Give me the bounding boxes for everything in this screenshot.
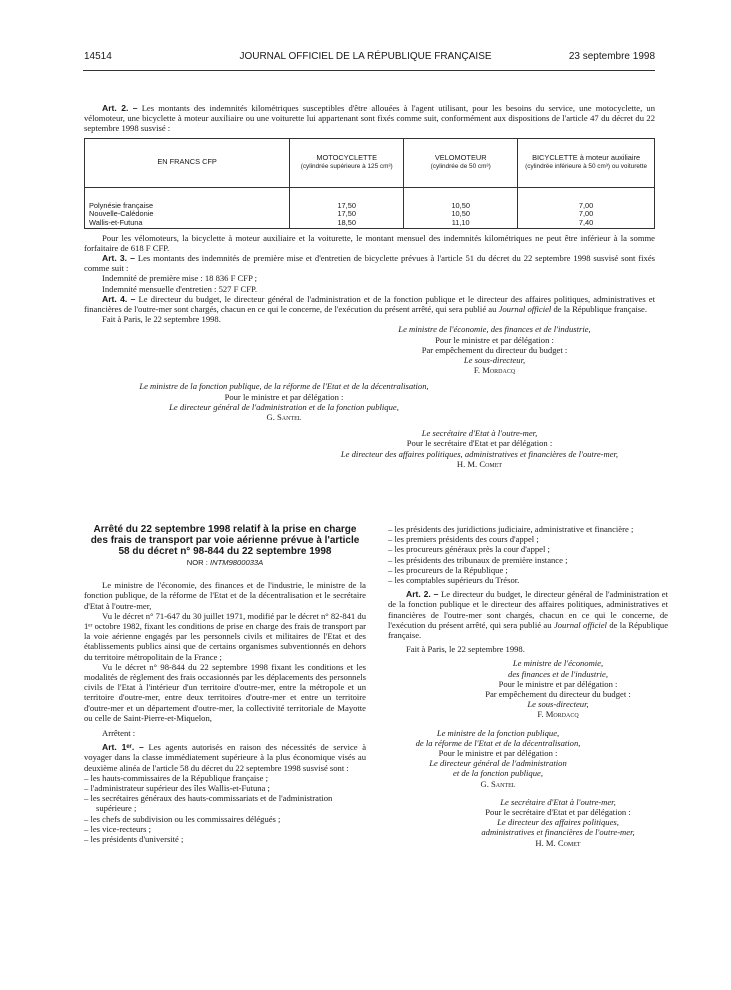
signatory-name: H. M. Comet (535, 837, 581, 848)
cell-value: 18,50 (337, 218, 356, 228)
list-item: – les vice-recteurs ; (84, 824, 366, 834)
art3-line2: Indemnité mensuelle d'entretien : 527 F CFP. (102, 283, 258, 294)
decree-title: Arrêté du 22 septembre 1998 relatif à la prise en charge des frais de transport par voie aérienne prévue à l'article 58 du décret n° 98-844 du 22 septembre 1998 (90, 524, 360, 557)
list-item: – les présidents des tribunaux de première instance ; (388, 555, 668, 565)
list-item: – les comptables supérieurs du Trésor. (388, 575, 668, 585)
list-item: – les hauts-commissaires de la République française ; (84, 773, 366, 783)
eligible-list-left (84, 773, 366, 844)
col-header-moto: MOTOCYCLETTE (cylindrée supérieure à 125 cm³) (290, 138, 404, 187)
list-item: – les procureurs de la République ; (388, 565, 668, 575)
list-item: – les secrétaires généraux des hauts-commissariats et de l'administration supérieure ; (84, 793, 366, 813)
header-rule (83, 70, 655, 71)
list-item: – les chefs de subdivision ou les commissaires délégués ; (84, 814, 366, 824)
signature-fonction: Le ministre de la fonction publique, de la réforme de l'Etat et de la décentralisation, Pour le ministre et par délégation : Le directeur général de l'administration et de la fonction publique, G. Santel (84, 381, 484, 422)
list-item: – les procureurs généraux près la cour d'appel ; (388, 544, 668, 554)
list-item: – les présidents des juridictions judiciaire, administrative et financière ; (388, 524, 668, 534)
row-label: Polynésie française (89, 200, 154, 210)
cell-value: 11,10 (451, 218, 470, 228)
signatory-name: F. Mordacq (537, 709, 579, 720)
table-header-row (85, 138, 655, 187)
row-label: Wallis-et-Futuna (89, 218, 143, 228)
signature-fonction-second: Le ministre de la fonction publique, de la réforme de l'Etat et de la décentralisation, Pour le ministre et par délégation : Le directeur général de l'administration et de la fonction publique, G. Santel (388, 728, 608, 789)
velomoteur-note: Pour les vélomoteurs, la bicyclette à moteur auxiliaire et la voiturette, le montant mensuel des indemnités kilométriques ne peut être inférieur à la somme forfaitaire de 618 F CFP. (84, 232, 655, 253)
art1-paragraph: Art. 1ᵉʳ. – Les agents autorisés en raison des nécessités de service à voyager dans la classe immédiatement supérieure à la plus économique visés au deuxième alinéa de l'article 58 du décret du 22 septembre 1998 susvisé sont : (84, 742, 367, 773)
list-item: – les premiers présidents des cours d'appel ; (388, 534, 668, 544)
nor-line: NOR : INTM9800033A (186, 558, 264, 567)
velo-values (404, 187, 518, 228)
signature-economie: Le ministre de l'économie, des finances et de l'industrie, Pour le ministre et par délégation : Par empêchement du directeur du budget : Le sous-directeur, F. Mordacq (334, 324, 655, 375)
first-decree (84, 103, 655, 469)
signatory-name: F. Mordacq (473, 365, 516, 376)
col-header-bicy: BICYCLETTE à moteur auxiliaire (cylindrée inférieure à 50 cm³) ou voiturette (518, 138, 655, 187)
done-at-second: Fait à Paris, le 22 septembre 1998. (406, 644, 525, 655)
journal-title: JOURNAL OFFICIEL DE LA RÉPUBLIQUE FRANÇAISE (239, 51, 492, 62)
eligible-list-right (388, 524, 668, 585)
signature-outremer-second: Le secrétaire d'Etat à l'outre-mer, Pour le secrétaire d'Etat et par délégation : Le directeur des affaires politiques, administratives et financières de l'outre-mer, H. M. Comet (448, 797, 668, 848)
cell-value: 17,50 (337, 200, 356, 210)
rates-table (84, 138, 655, 229)
row-label: Nouvelle-Calédonie (89, 209, 154, 219)
moto-values (290, 187, 404, 228)
page-number: 14514 (84, 51, 112, 62)
intro: Le ministre de l'économie, des finances et de l'industrie, le ministre de la fonction publique, de la réforme de l'Etat et de la décentralisation et le secrétaire d'Etat à l'outre-mer, (84, 580, 366, 611)
second-decree-left-column (84, 524, 366, 844)
art3-line1: Indemnité de première mise : 18 836 F CFP ; (102, 273, 258, 284)
col-header-currency: EN FRANCS CFP (85, 138, 290, 187)
signatory-name: G. Santel (266, 412, 302, 423)
signature-economie-second: Le ministre de l'économie, des finances et de l'industrie, Pour le ministre et par délégation : Par empêchement du directeur du budget : Le sous-directeur, F. Mordacq (448, 658, 668, 719)
art2-paragraph: Art. 2. – Les montants des indemnités kilométriques susceptibles d'être allouées à l'agent utilisant, pour les besoins du service, une motocyclette, un vélomoteur, une bicyclette à moteur auxiliaire ou une voiturette lui appartenant sont fixés comme suit, conformément aux dispositions de l'article 47 du décret du 22 septembre 1998 susvisé : (84, 103, 655, 134)
art4-paragraph: Art. 4. – Le directeur du budget, le directeur général de l'administration et de la fonction publique et le directeur des affaires politiques, administratives et financières de l'outre-mer sont chargés, chacun en ce qui le concerne, de l'exécution du présent arrêté, qui sera publié au Journal officiel de la République française. (84, 293, 655, 315)
arretent: Arrêtent : (102, 728, 136, 739)
signatory-name: G. Santel (480, 778, 516, 789)
cell-value: 10,50 (451, 209, 470, 219)
list-item: – les présidents d'université ; (84, 834, 366, 844)
cell-value: 10,50 (451, 200, 470, 210)
bicy-values (518, 187, 655, 228)
art3-paragraph: Art. 3. – Les montants des indemnités de première mise et d'entretien de bicyclette prévues à l'article 51 du décret du 22 septembre 1998 susvisé sont fixés comme suit : (84, 253, 655, 274)
cell-value: 7,40 (578, 218, 594, 228)
signature-outremer: Le secrétaire d'Etat à l'outre-mer, Pour le secrétaire d'Etat et par délégation : Le directeur des affaires politiques, administratives et financières de l'outre-mer, H. M. Comet (304, 428, 655, 469)
cell-value: 7,00 (578, 209, 594, 219)
list-item: – l'administrateur supérieur des îles Wallis-et-Futuna ; (84, 783, 366, 793)
table-row (85, 187, 655, 228)
art2-second-paragraph: Art. 2. – Le directeur du budget, le directeur général de l'administration et de la fonction publique et le directeur des affaires politiques, administratives et financières de l'outre-mer sont chargés, chacun en ce qui le concerne, de l'exécution du présent arrêté, qui sera publié au Journal officiel de la République française. (388, 589, 669, 641)
cell-value: 17,50 (337, 209, 356, 219)
vu-2: Vu le décret n° 98-844 du 22 septembre 1998 fixant les conditions et les modalités de règlement des frais occasionnés par les déplacements des personnels civils de l'Etat à l'intérieur d'un territoire d'outre-mer, entre la métropole et un territoire d'outre-mer, entre deux territoires d'outre-mer et entre un territoire d'outre-mer et un département d'outre-mer, la collectivité territoriale de Mayotte ou celle de Saint-Pierre-et-Miquelon, (84, 661, 366, 723)
second-decree-right-column (388, 524, 668, 848)
page-date: 23 septembre 1998 (568, 51, 655, 62)
signatory-name: H. M. Comet (456, 458, 503, 469)
row-labels (85, 187, 290, 228)
cell-value: 7,00 (578, 200, 594, 210)
vu-1: Vu le décret n° 71-647 du 30 juillet 1971, modifié par le décret n° 82-841 du 1ᵉʳ octobre 1982, fixant les conditions de prise en charge des frais de transport par la voie aérienne engagés par les personnels civils et militaires de l'Etat et des établissements publics ainsi que de certains organismes subventionnés en dehors du territoire métropolitain de la France ; (84, 610, 366, 662)
done-at: Fait à Paris, le 22 septembre 1998. (102, 314, 221, 325)
col-header-velo: VELOMOTEUR (cylindrée de 50 cm³) (404, 138, 518, 187)
